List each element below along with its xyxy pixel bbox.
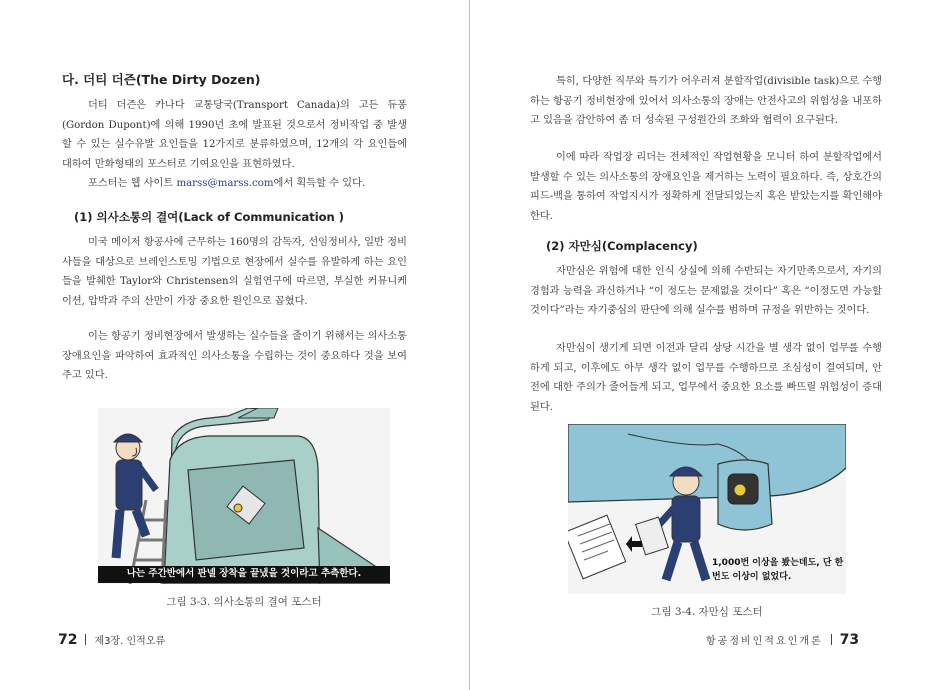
section-title-dirty-dozen: 다. 더티 더즌(The Dirty Dozen) xyxy=(62,72,261,87)
paragraph-poster-source xyxy=(62,174,407,194)
subsection-title-lack-of-communication: (1) 의사소통의 결여(Lack of Communication ) xyxy=(74,210,344,224)
figure-complacency-text: 1,000번 이상을 봤는데도, 단 한번도 이상이 없었다. xyxy=(712,558,844,582)
figure-banner-text: 나는 주간반에서 판넬 장착을 끝냈을 것이라고 추측한다. xyxy=(98,566,390,583)
footer-separator xyxy=(85,634,86,645)
chapter-label: 제3장. 인적오류 xyxy=(94,636,166,647)
paragraph-complacency-definition: 자만심은 위험에 대한 인식 상실에 의해 수반되는 자기만족으로서, 자기의 경험과 능력을 과신하거나 “이 정도는 문제없을 것이다” 혹은 “이정도면 가능할 것이다”라는 자기중심의 판단에 의해 실수를 범하며 규정을 위반하는 것이다. xyxy=(530,266,882,316)
page-number-left: 72 xyxy=(58,632,78,648)
left-footer xyxy=(58,632,165,648)
lack-of-communication-illustration xyxy=(98,408,390,584)
paragraph-communication-importance: 이는 항공기 정비현장에서 발생하는 실수들을 줄이기 위해서는 의사소통 장애요인을 파악하여 효과적인 의사소통을 수립하는 것이 중요하다 것을 보여주고 있다. xyxy=(62,331,407,381)
paragraph-taylor-study: 미국 메이저 항공사에 근무하는 160명의 감독자, 선임정비사, 일반 정비사들을 대상으로 브레인스토밍 기법으로 현장에서 실수를 유발하게 하는 요인들을 발췌한 Taylor와 Christensen의 실험연구에 따르면, 부실한 커뮤니케이션, 압박과 주의 산만이 가장 중요한 원인으로 꼽혔다. xyxy=(62,237,407,307)
paragraph-complacency-risk: 자만심이 생기게 되면 이전과 달리 상당 시간을 별 생각 없이 업무를 수행하게 되고, 이후에도 아무 생각 없이 업무를 수행하므로 조심성이 결여되며, 안전에 대한 주의가 줄어들게 되고, 업무에서 중요한 요소를 빠뜨릴 위험성이 증대된다. xyxy=(530,343,882,413)
figure-lack-of-communication-poster xyxy=(98,408,390,584)
figure-caption-3-4: 그림 3-4. 자만심 포스터 xyxy=(651,606,763,618)
poster-source-suffix: 에서 획득할 수 있다. xyxy=(273,178,366,189)
paragraph-work-leader: 이에 따라 작업장 리더는 전체적인 작업현황을 모니터 하여 분할작업에서 발생할 수 있는 의사소통의 장애요인을 제거하는 노력이 필요하다. 즉, 상호간의 피드-백을 통하여 작업지시가 정확하게 전달되었는지 혹은 받았는지를 확인해야 한다. xyxy=(530,152,882,222)
book-title-label: 항공정비인적요인개론 xyxy=(706,636,823,647)
subsection-title-complacency: (2) 자만심(Complacency) xyxy=(546,239,698,253)
footer-separator xyxy=(831,634,832,645)
figure-complacency-poster xyxy=(568,424,846,594)
poster-website-link[interactable]: marss@marss.com xyxy=(176,178,274,189)
poster-source-prefix: 포스터는 웹 사이트 xyxy=(88,178,177,189)
page-number-right: 73 xyxy=(839,632,860,648)
paragraph-dirty-dozen-intro: 더티 더즌은 카나다 교통당국(Transport Canada)의 고든 듀퐁(Gordon Dupont)에 의해 1990년 초에 발표된 것으로서 정비작업 중 발생할 수 있는 실수유발 요인들을 12가지로 분류하였으며, 12개의 각 요인들에 대하여 만화형태의 포스터로 기여요인을 표현하였다. xyxy=(62,100,407,170)
paragraph-divisible-task: 특히, 다양한 직무와 특기가 어우러져 분할작업(divisible task)으로 수행하는 항공기 정비현장에 있어서 의사소통의 장애는 안전사고의 위험성을 내포하고 있음을 감안하여 좀 더 성숙된 구성원간의 조화와 협력이 요구된다. xyxy=(530,76,882,126)
figure-caption-3-3: 그림 3-3. 의사소통의 결여 포스터 xyxy=(166,596,322,608)
right-footer xyxy=(706,632,859,648)
right-page xyxy=(470,0,938,690)
